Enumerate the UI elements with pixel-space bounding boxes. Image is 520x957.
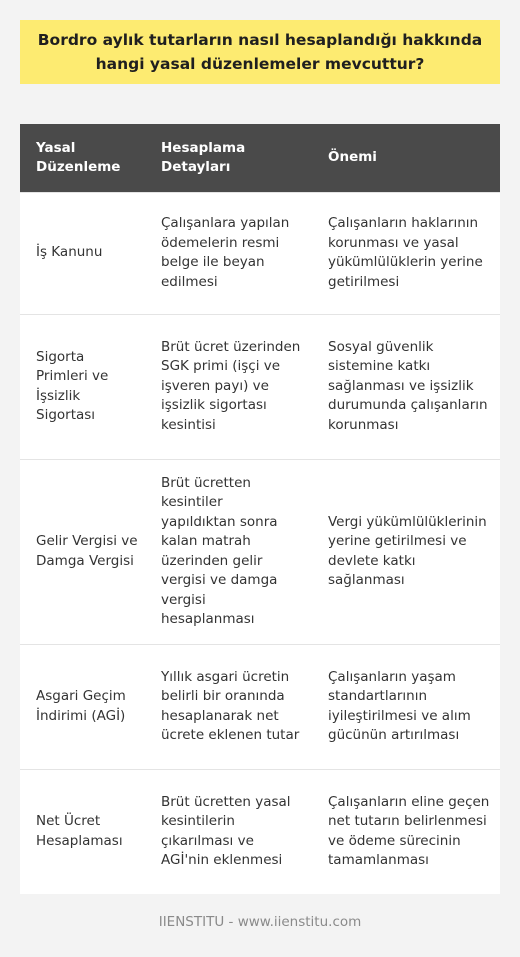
cell-regulation: Sigorta Primleri ve İşsizlik Sigortası: [20, 314, 148, 459]
table-row: [20, 644, 500, 769]
column-header-calculation-details: Hesaplama Detayları: [148, 124, 313, 192]
cell-importance: Çalışanların yaşam standartlarının iyileştirilmesi ve alım gücünün artırılması: [313, 644, 500, 769]
footer-credit: IIENSTITU - www.iienstitu.com: [158, 914, 362, 930]
regulations-table: [20, 124, 500, 894]
cell-importance: Sosyal güvenlik sistemine katkı sağlanması ve işsizlik durumunda çalışanların korunması: [313, 314, 500, 459]
table-row: [20, 769, 500, 894]
cell-calculation-details: Yıllık asgari ücretin belirli bir oranında hesaplanarak net ücrete eklenen tutar: [148, 644, 313, 769]
cell-regulation: Net Ücret Hesaplaması: [20, 769, 148, 894]
cell-calculation-details: Çalışanlara yapılan ödemelerin resmi belge ile beyan edilmesi: [148, 192, 313, 314]
page-title: Bordro aylık tutarların nasıl hesaplandığı hakkında hangi yasal düzenlemeler mevcuttur?: [37, 31, 483, 73]
table-row: [20, 459, 500, 644]
cell-calculation-details: Brüt ücretten kesintiler yapıldıktan sonra kalan matrah üzerinden gelir vergisi ve damga vergisi hesaplanması: [148, 459, 313, 644]
column-header-regulation: Yasal Düzenleme: [20, 124, 148, 192]
cell-importance: Vergi yükümlülüklerinin yerine getirilmesi ve devlete katkı sağlanması: [313, 459, 500, 644]
column-header-importance: Önemi: [313, 124, 500, 192]
table-row: [20, 314, 500, 459]
title-banner: [20, 20, 500, 84]
cell-importance: Çalışanların haklarının korunması ve yasal yükümlülüklerin yerine getirilmesi: [313, 192, 500, 314]
cell-calculation-details: Brüt ücret üzerinden SGK primi (işçi ve işveren payı) ve işsizlik sigortası kesintisi: [148, 314, 313, 459]
cell-regulation: Gelir Vergisi ve Damga Vergisi: [20, 459, 148, 644]
cell-importance: Çalışanların eline geçen net tutarın belirlenmesi ve ödeme sürecinin tamamlanması: [313, 769, 500, 894]
regulations-table-container: [20, 124, 500, 894]
cell-calculation-details: Brüt ücretten yasal kesintilerin çıkarılması ve AGİ'nin eklenmesi: [148, 769, 313, 894]
cell-regulation: İş Kanunu: [20, 192, 148, 314]
table-header-row: [20, 124, 500, 192]
table-row: [20, 192, 500, 314]
cell-regulation: Asgari Geçim İndirimi (AGİ): [20, 644, 148, 769]
